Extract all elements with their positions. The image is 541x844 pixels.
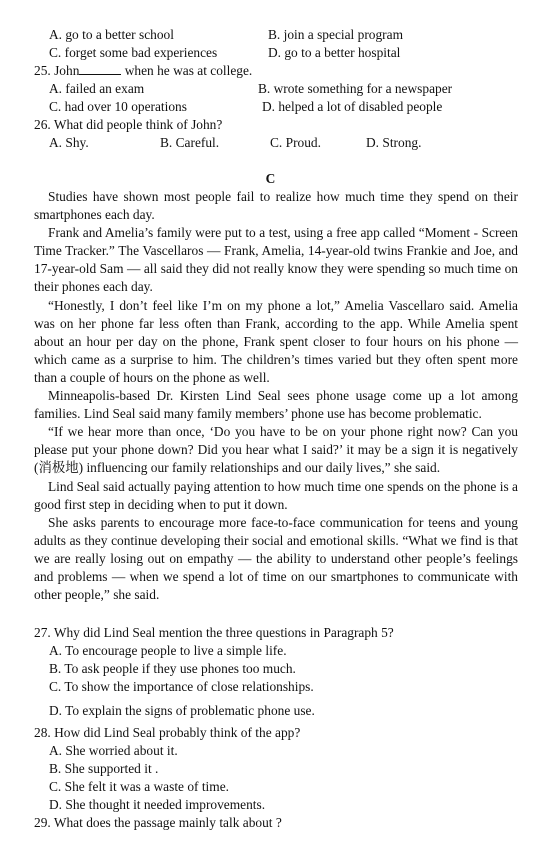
q25-option-a[interactable]: A. failed an exam <box>49 81 145 96</box>
q25-answer-blank[interactable] <box>79 62 121 75</box>
q26-option-a[interactable]: A. Shy. <box>49 135 89 150</box>
q25-option-c[interactable]: C. had over 10 operations <box>49 99 187 114</box>
q26-option-d[interactable]: D. Strong. <box>366 135 422 150</box>
q27-option-d[interactable]: D. To explain the signs of problematic phone use. <box>49 703 315 718</box>
q26-stem: 26. What did people think of John? <box>34 117 223 132</box>
reading-passage <box>34 188 518 604</box>
q25-stem-before: 25. John <box>34 63 80 78</box>
q29-stem: 29. What does the passage mainly talk about ? <box>34 815 282 830</box>
q28-stem: 28. How did Lind Seal probably think of the app? <box>34 725 301 740</box>
q28-option-a[interactable]: A. She worried about it. <box>49 743 178 758</box>
q24-option-b[interactable]: B. join a special program <box>268 27 403 42</box>
q26-option-c[interactable]: C. Proud. <box>270 135 321 150</box>
passage-paragraph-3: “Honestly, I don’t feel like I’m on my phone a lot,” Amelia Vascellaro said. Amelia was on her phone far less often than Frank, according to the app. While Amelia spent about an hour per day on the phone, Frank spent closer to four hours on his phone — which came as a surprise to him. The children’s times varied but they often spent more than a couple of hours on the phone as well. <box>34 297 518 385</box>
q24-option-d[interactable]: D. go to a better hospital <box>268 45 401 60</box>
q28-option-d[interactable]: D. She thought it needed improvements. <box>49 797 266 812</box>
passage-paragraph-4: Minneapolis-based Dr. Kirsten Lind Seal sees phone usage come up a lot among families. Lind Seal said many family members’ phone use has become problematic. <box>34 388 518 422</box>
section-heading: C <box>265 171 276 186</box>
passage-paragraph-5: “If we hear more than once, ‘Do you have to be on your phone right now? Can you please put your phone down? Did you hear what I said?’ it may be a sign it is negatively (消极地) influencing our family relationships and our daily lives,” she said. <box>34 424 518 476</box>
q25-stem <box>34 62 252 80</box>
q27-option-c[interactable]: C. To show the importance of close relationships. <box>49 679 314 694</box>
passage-paragraph-2: Frank and Amelia’s family were put to a test, using a free app called “Moment - Screen Time Tracker.” The Vascellaros — Frank, Amelia, 14-year-old twins Frankie and Joe, and 17-year-old Sam — all said they did not really know they were spending so much time on their phones each day. <box>34 225 518 295</box>
q24-option-a[interactable]: A. go to a better school <box>49 27 174 42</box>
passage-paragraph-7: She asks parents to encourage more face-to-face communication for teens and young adults as they continue developing their social and emotional skills. “What we find is that we are really losing out on empathy — the ability to understand other people’s feelings and problems — when we spend a lot of time on our smartphones to communicate with other people,” she said. <box>34 514 518 603</box>
q27-option-b[interactable]: B. To ask people if they use phones too much. <box>49 661 296 676</box>
q25-option-d[interactable]: D. helped a lot of disabled people <box>262 99 443 114</box>
q25-option-b[interactable]: B. wrote something for a newspaper <box>258 81 453 96</box>
passage-paragraph-6: Lind Seal said actually paying attention to how much time one spends on the phone is a good first step in deciding when to put it down. <box>34 478 518 512</box>
q27-stem: 27. Why did Lind Seal mention the three questions in Paragraph 5? <box>34 625 394 640</box>
q26-option-b[interactable]: B. Careful. <box>160 135 220 150</box>
q25-stem-after: when he was at college. <box>121 63 253 78</box>
q28-option-c[interactable]: C. She felt it was a waste of time. <box>49 779 229 794</box>
q28-option-b[interactable]: B. She supported it . <box>49 761 159 776</box>
q24-option-c[interactable]: C. forget some bad experiences <box>49 45 218 60</box>
q27-option-a[interactable]: A. To encourage people to live a simple life. <box>49 643 287 658</box>
passage-paragraph-1: Studies have shown most people fail to realize how much time they spend on their smartphones each day. <box>34 189 518 223</box>
